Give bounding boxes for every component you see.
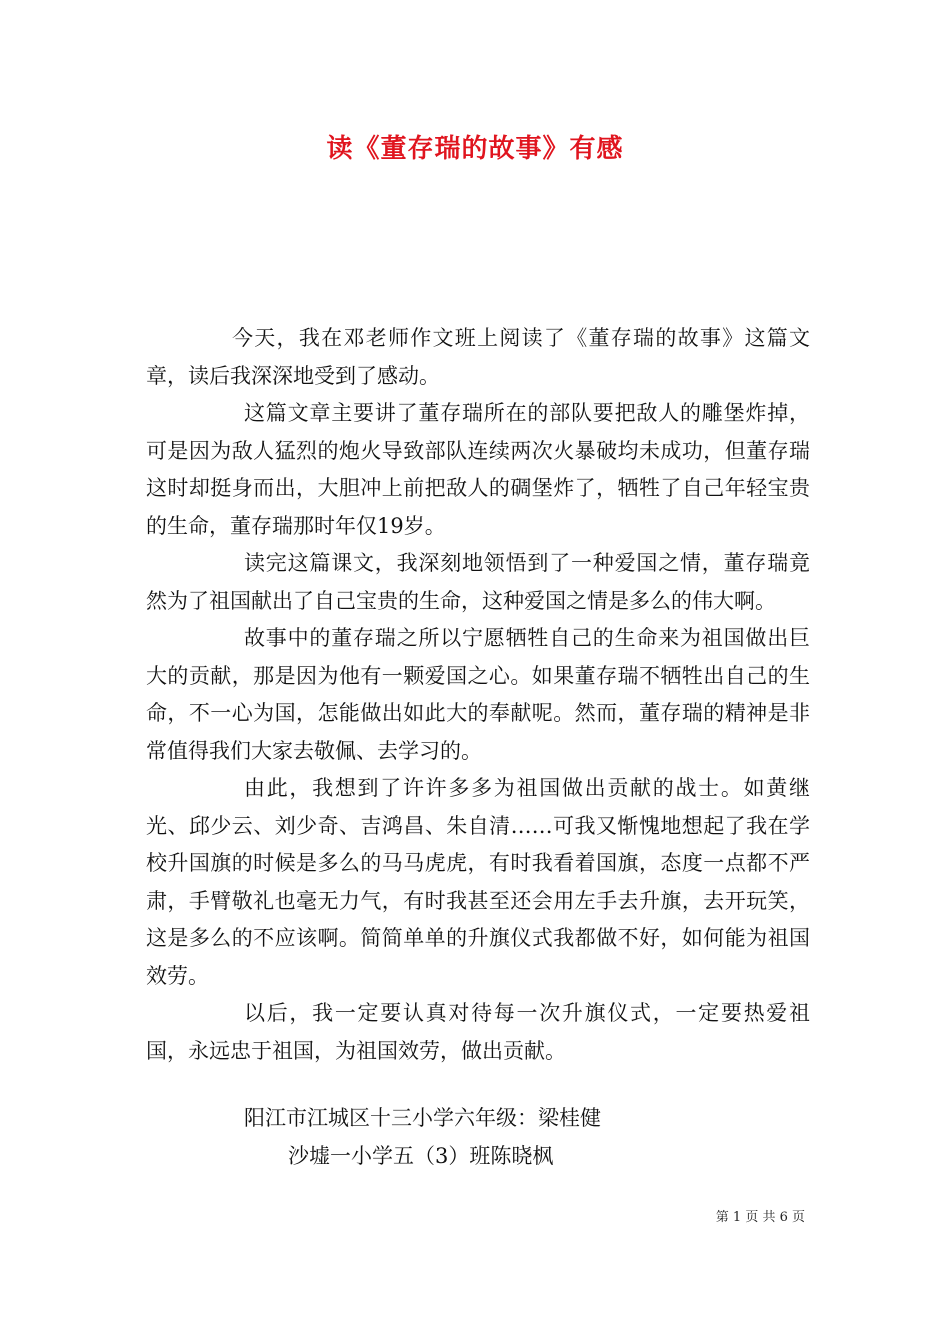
page-footer: 第 1 页 共 6 页 (715, 1210, 805, 1225)
document-body (146, 320, 810, 1070)
paragraph-2: 这篇文章主要讲了董存瑞所在的部队要把敌人的雕堡炸掉，可是因为敌人猛烈的炮火导致部队连续两次火暴破均未成功，但董存瑞这时却挺身而出，大胆冲上前把敌人的碉堡炸了，牺牲了自己年轻宝贵的生命，董存瑞那时年仅19岁。 (146, 401, 810, 538)
second-author-signature: 沙墟一小学五（3）班陈晓枫 (288, 1144, 554, 1168)
paragraph-5: 由此，我想到了许许多多为祖国做出贡献的战士。如黄继光、邱少云、刘少奇、吉鸿昌、朱自清……可我又惭愧地想起了我在学校升国旗的时候是多么的马马虎虎，有时我看着国旗，态度一点都不严肃，手臂敬礼也毫无力气，有时我甚至还会用左手去升旗，去开玩笑，这是多么的不应该啊。简简单单的升旗仪式我都做不好，如何能为祖国效劳。 (146, 776, 810, 988)
paragraph-3: 读完这篇课文，我深刻地领悟到了一种爱国之情，董存瑞竟然为了祖国献出了自己宝贵的生命，这种爱国之情是多么的伟大啊。 (146, 551, 810, 613)
paragraph-4: 故事中的董存瑞之所以宁愿牺牲自己的生命来为祖国做出巨大的贡献，那是因为他有一颗爱国之心。如果董存瑞不牺牲出自己的生命，不一心为国，怎能做出如此大的奉献呢。然而，董存瑞的精神是非常值得我们大家去敬佩、去学习的。 (146, 626, 810, 763)
author-signature: 阳江市江城区十三小学六年级：梁桂健 (244, 1106, 601, 1130)
document-title: 读《董存瑞的故事》有感 (326, 134, 624, 164)
paragraph-1: 今天，我在邓老师作文班上阅读了《董存瑞的故事》这篇文章，读后我深深地受到了感动。 (146, 326, 810, 388)
paragraph-6: 以后，我一定要认真对待每一次升旗仪式，一定要热爱祖国，永远忠于祖国，为祖国效劳，做出贡献。 (146, 1001, 810, 1063)
